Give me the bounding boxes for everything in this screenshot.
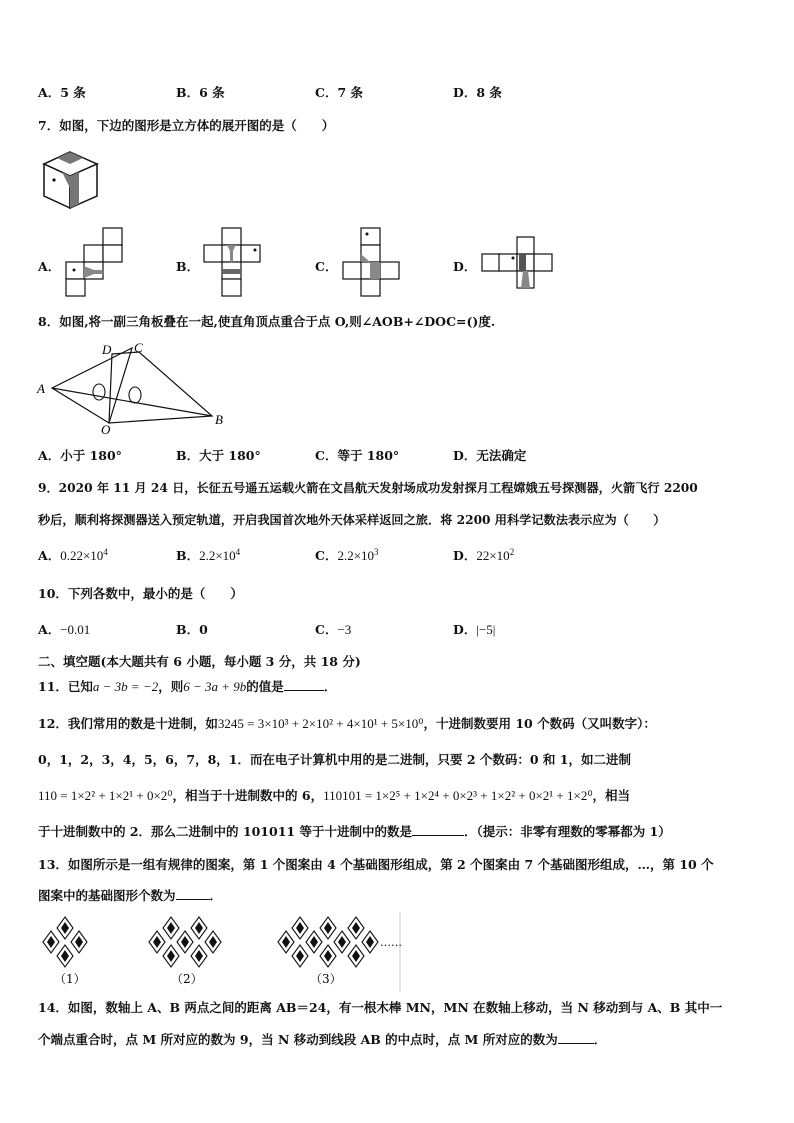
q7-net-d — [482, 236, 556, 294]
q12-line3 — [38, 786, 630, 804]
q14-line2 — [38, 1030, 606, 1048]
q9-option-b — [176, 546, 240, 564]
q13-pattern-figure — [38, 912, 408, 992]
q13-caption-3: （3） — [310, 972, 342, 986]
q10-option-c-label: C． — [315, 622, 338, 637]
q13-l2-pre: 图案中的基础图形个数为 — [38, 888, 176, 903]
q9-option-d-exp: 2 — [509, 546, 515, 557]
q8-label-o: O — [101, 422, 111, 437]
q7-option-b: B． — [176, 259, 200, 274]
q12-l3-mid: ，相当于十进制数中的 6， — [172, 788, 324, 803]
q7-net-a — [66, 226, 126, 300]
q7-cube-figure — [42, 150, 102, 212]
q9-option-a-label: A． — [38, 548, 61, 563]
q14-l2-pre: 个端点重合时，点 M 所对应的数为 9，当 N 移动到线段 AB 的中点时，点 M 所对应的数为 — [38, 1032, 558, 1047]
q12-l1-math: 3245 = 3×10³ + 2×10² + 4×10¹ + 5×10⁰ — [217, 716, 424, 731]
q8-label-b: B — [215, 412, 223, 427]
q13-dots: …… — [380, 936, 402, 949]
q13-caption-2: （2） — [171, 972, 203, 986]
q8-label-d: D — [102, 342, 112, 357]
q11-post: 的值是 — [246, 679, 284, 694]
q8-stem: 8．如图,将一副三角板叠在一起,使直角顶点重合于点 O,则∠AOB+∠DOC=()度. — [38, 314, 496, 329]
q9-option-b-base: 2.2×10 — [199, 548, 236, 563]
q13-pattern-1 — [43, 917, 87, 967]
q10-option-b: B．0 — [176, 622, 208, 637]
q9-option-d — [453, 546, 514, 564]
q7-net-b — [204, 226, 264, 300]
q12-l3-math2: 110101 = 1×2⁵ + 1×2⁴ + 0×2³ + 1×2² + 0×2¹ + 1×2⁰ — [323, 788, 593, 803]
q10-option-d-value: |−5| — [476, 622, 496, 637]
q9-option-a-base: 0.22×10 — [60, 548, 104, 563]
q6-option-a: A．5 条 — [38, 85, 86, 100]
q13-pattern-2 — [149, 917, 221, 967]
q9-option-a-exp: 4 — [103, 546, 108, 557]
q9-option-b-label: B． — [176, 548, 200, 563]
q7-option-d: D． — [453, 259, 477, 274]
q8-label-c: C — [134, 340, 143, 355]
q13-l2-post: ． — [209, 888, 223, 903]
q12-line4 — [38, 822, 671, 840]
q14-l2-post: ． — [593, 1032, 607, 1047]
q13-answer-blank[interactable] — [176, 888, 210, 900]
q9-option-a — [38, 546, 108, 564]
q13-line1: 13．如图所示是一组有规律的图案，第 1 个图案由 4 个基础图形组成，第 2 个图案由 7 个基础图形组成，…，第 10 个 — [38, 857, 714, 872]
q10-option-d — [453, 620, 495, 638]
q10-option-a-label: A． — [38, 622, 61, 637]
q8-option-a: A．小于 180° — [38, 448, 122, 463]
q11-mid: ，则 — [158, 679, 184, 694]
q6-option-c: C．7 条 — [315, 85, 363, 100]
q7-option-a: A． — [38, 259, 61, 274]
q14-line1: 14．如图，数轴上 A、B 两点之间的距离 AB＝24，有一根木棒 MN，MN 在数轴上移动，当 N 移动到与 A、B 其中一 — [38, 1000, 723, 1015]
q7-option-c: C． — [315, 259, 338, 274]
q9-option-c-label: C． — [315, 548, 338, 563]
q9-option-c — [315, 546, 379, 564]
q11-expr2: 6 − 3a + 9b — [183, 679, 247, 694]
q9-option-d-base: 22×10 — [476, 548, 510, 563]
q12-l3-math1: 110 = 1×2² + 1×2¹ + 0×2⁰ — [38, 788, 173, 803]
q11-pre: 11．已知 — [38, 679, 93, 694]
q12-l1-post: ，十进制数要用 10 个数码（又叫数字）： — [423, 716, 656, 731]
q8-option-b: B．大于 180° — [176, 448, 261, 463]
q12-answer-blank[interactable] — [412, 824, 464, 836]
q10-option-c — [315, 620, 351, 638]
section-heading-fill-blank: 二、填空题(本大题共有 6 小题，每小题 3 分，共 18 分) — [38, 654, 361, 669]
q7-net-c — [343, 226, 403, 300]
q11-stem — [38, 677, 336, 695]
q6-option-d: D．8 条 — [453, 85, 502, 100]
q6-option-b: B．6 条 — [176, 85, 225, 100]
q10-option-c-value: −3 — [337, 622, 352, 637]
q7-stem: 7．如图，下边的图形是立方体的展开图的是（ ） — [38, 118, 335, 133]
q10-stem: 10．下列各数中，最小的是（ ） — [38, 586, 243, 601]
q8-triangles-figure — [36, 340, 236, 435]
q11-end: ． — [323, 679, 337, 694]
q12-l4-pre: 于十进制数中的 2．那么二进制中的 101011 等于十进制中的数是 — [38, 824, 412, 839]
q13-caption-1: （1） — [54, 972, 86, 986]
q9-option-c-base: 2.2×10 — [337, 548, 375, 563]
q11-expr1: a − 3b = −2 — [92, 679, 159, 694]
q8-option-c: C．等于 180° — [315, 448, 400, 463]
q10-option-a-value: −0.01 — [60, 622, 91, 637]
q11-answer-blank[interactable] — [284, 679, 324, 691]
q8-label-a: A — [37, 381, 45, 396]
q12-l3-post: ，相当 — [592, 788, 631, 803]
q9-option-b-exp: 4 — [235, 546, 241, 557]
q10-option-a — [38, 620, 90, 638]
q12-line2: 0，1，2，3，4，5，6，7，8，1．而在电子计算机中用的是二进制，只要 2 个数码：0 和 1，如二进制 — [38, 752, 631, 767]
q13-pattern-3 — [278, 917, 378, 967]
q9-option-d-label: D． — [453, 548, 477, 563]
q12-line1 — [38, 714, 656, 732]
q9-option-c-exp: 3 — [374, 546, 379, 557]
q14-answer-blank[interactable] — [558, 1032, 594, 1044]
q9-stem-line2: 秒后，顺利将探测器送入预定轨道，开启我国首次地外天体采样返回之旅．将 2200 用科学记数法表示应为（ ） — [38, 513, 666, 527]
q12-l1-pre: 12．我们常用的数是十进制，如 — [38, 716, 218, 731]
q13-line2 — [38, 886, 222, 904]
q9-stem-line1: 9．2020 年 11 月 24 日，长征五号遥五运载火箭在文昌航天发射场成功发射探月工程嫦娥五号探测器，火箭飞行 2200 — [38, 481, 698, 495]
q12-l4-post: ．（提示：非零有理数的零幂都为 1） — [463, 824, 671, 839]
q8-option-d: D．无法确定 — [453, 448, 527, 463]
q10-option-d-label: D． — [453, 622, 477, 637]
